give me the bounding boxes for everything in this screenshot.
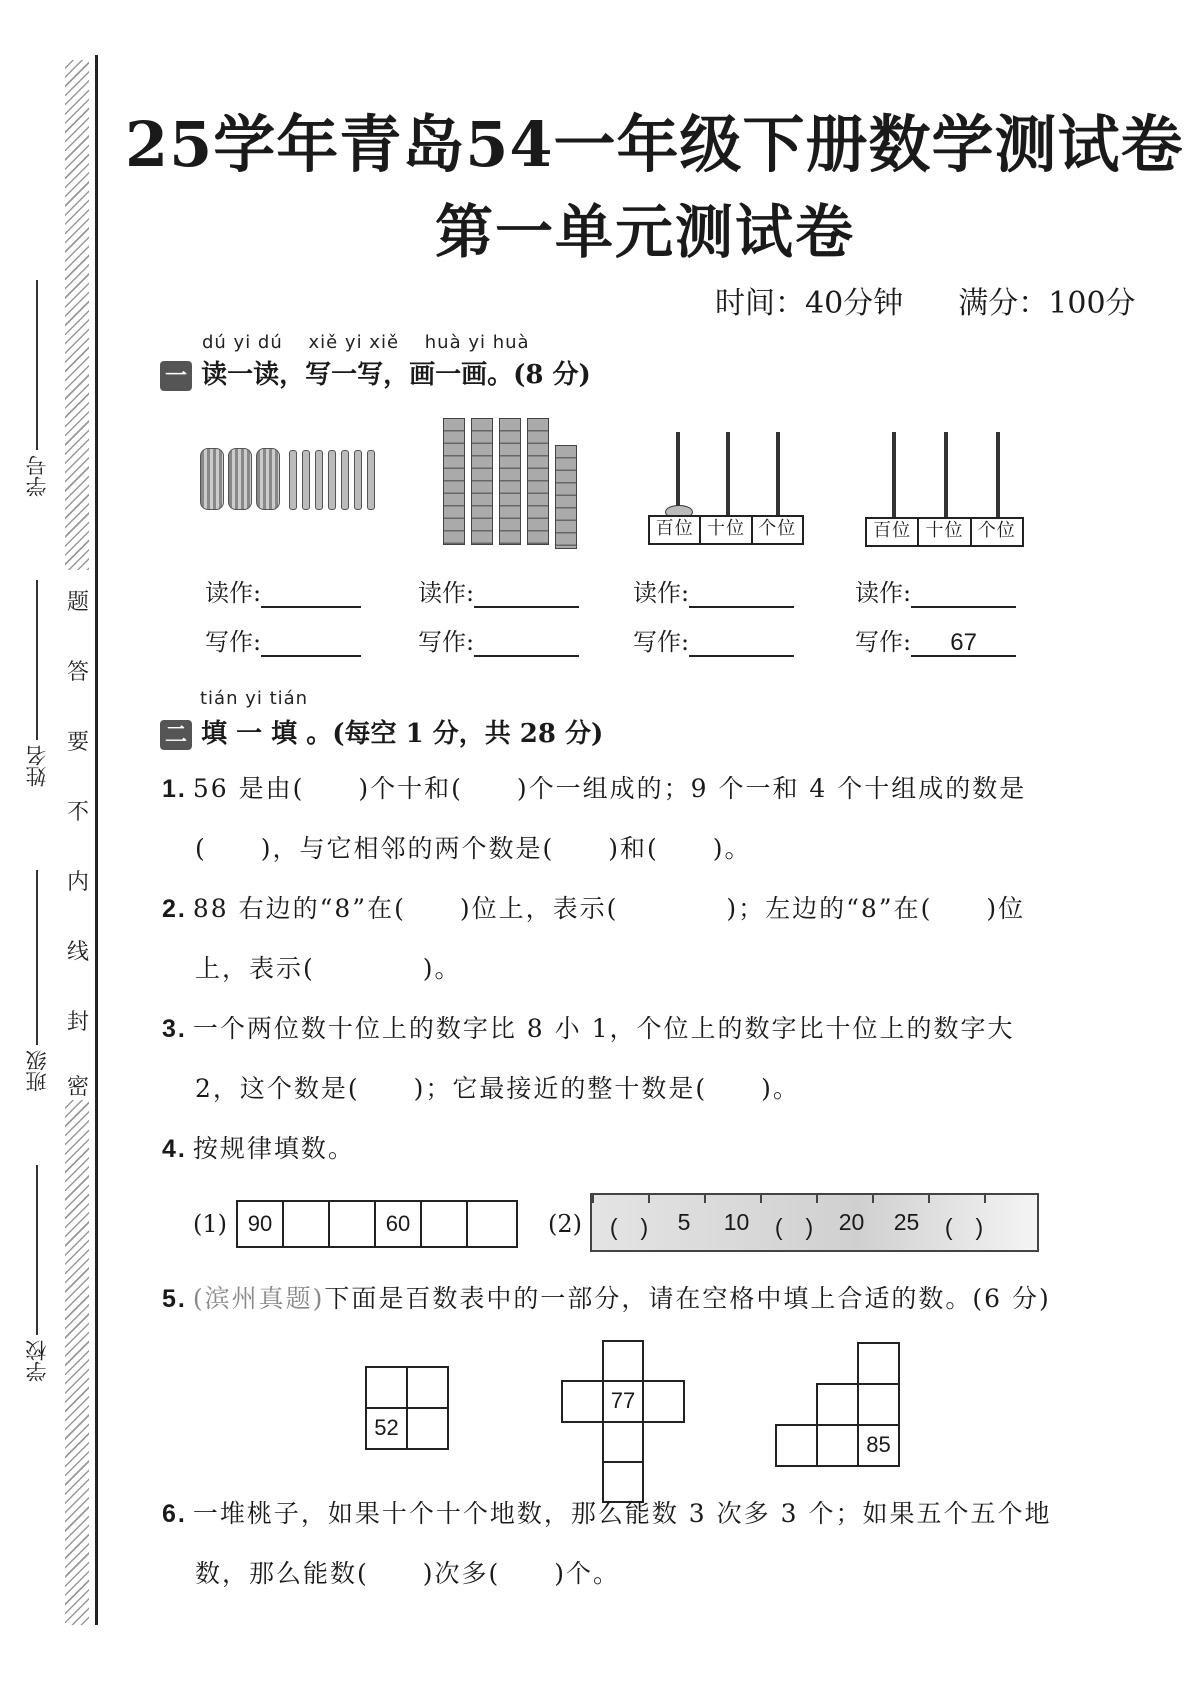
ruler-blank[interactable]: ( ): [944, 1214, 984, 1240]
question-5: 5. (滨州真题)下面是百数表中的一部分，请在空格中填上合适的数。(6 分): [162, 1284, 1051, 1313]
ruler-value: 25: [893, 1209, 920, 1235]
question-1-line1: 56 是由( )个十和( )个一组成的；9 个一和 4 个十组成的数是: [192, 774, 1027, 803]
read-write-group-1: 读作: 写作:: [205, 573, 361, 657]
section2-number: 二: [160, 720, 192, 750]
question-5-source: (滨州真题): [192, 1284, 325, 1313]
school-field[interactable]: [36, 1165, 38, 1335]
cube-columns-image: [443, 418, 583, 549]
question-3: 3. 一个两位数十位上的数字比 8 小 1，个位上的数字比十位上的数字大: [162, 1014, 1015, 1043]
sequence-cell[interactable]: [328, 1200, 376, 1248]
read-answer-3[interactable]: [689, 580, 794, 608]
question-2-line2: 上，表示( )。: [195, 954, 462, 983]
question-1: 1. 56 是由( )个十和( )个一组成的；9 个一和 4 个十组成的数是: [162, 774, 1027, 803]
sequence-cell: 90: [236, 1200, 284, 1248]
question-4-part2-label: (2): [548, 1210, 582, 1238]
question-6-line2: 数，那么能数( )次多( )个。: [195, 1559, 621, 1588]
write-answer-2[interactable]: [474, 629, 579, 657]
class-field[interactable]: [36, 870, 38, 1045]
seal-char: 要: [66, 730, 89, 755]
seal-char: 密: [66, 1075, 89, 1100]
seal-char: 内: [66, 870, 89, 895]
bundles-and-sticks-image: [200, 448, 380, 510]
question-4-part1-label: (1): [193, 1210, 227, 1238]
ruler-value: 20: [838, 1209, 865, 1235]
read-write-group-2: 读作: 写作:: [418, 573, 579, 657]
seal-char: 线: [66, 940, 89, 965]
question-2-line1: 88 右边的“8”在( )位上，表示( )；左边的“8”在( )位: [192, 894, 1026, 923]
section2-pinyin: tián yi tián: [200, 688, 309, 709]
seal-char: 不: [66, 800, 89, 825]
question-1-line2: ( )，与它相邻的两个数是( )和( )。: [195, 834, 752, 863]
page-subtitle: 第一单元测试卷: [434, 198, 855, 266]
read-answer-4[interactable]: [911, 580, 1016, 608]
sequence-cell[interactable]: [420, 1200, 468, 1248]
ruler-value: 10: [723, 1209, 750, 1235]
question-6: 6. 一堆桃子，如果十个十个地数，那么能数 3 次多 3 个；如果五个五个地: [162, 1499, 1052, 1528]
section1-title: 读一读，写一写，画一画。(8 分): [201, 360, 591, 390]
read-answer-1[interactable]: [261, 580, 361, 608]
ruler-value: 5: [677, 1209, 691, 1235]
abacus-1-labels: 百位 十位 个位: [648, 515, 804, 545]
write-answer-4: 67: [911, 629, 1016, 657]
abacus-2-labels: 百位 十位 个位: [865, 517, 1024, 547]
read-write-group-3: 读作: 写作:: [633, 573, 794, 657]
score-label: 满分：100分: [958, 286, 1136, 321]
ruler-blank[interactable]: ( ): [609, 1214, 649, 1240]
section1-number: 一: [160, 361, 192, 391]
name-field[interactable]: [36, 580, 38, 740]
binding-hatch-bottom: [65, 1100, 89, 1625]
section1-heading: [160, 354, 591, 391]
grid-cell-value: 85: [857, 1424, 900, 1467]
section1-pinyin: dú yi dú xiě yi xiě huà yi huà: [202, 332, 530, 353]
write-answer-1[interactable]: [261, 629, 361, 657]
seal-char: 题: [66, 590, 89, 615]
read-answer-2[interactable]: [474, 580, 579, 608]
question-3-line1: 一个两位数十位上的数字比 8 小 1，个位上的数字比十位上的数字大: [192, 1014, 1015, 1043]
question-4-text: 按规律填数。: [192, 1134, 355, 1163]
class-label: 班级: [25, 1050, 49, 1092]
sequence-cell: 60: [374, 1200, 422, 1248]
question-6-line1: 一堆桃子，如果十个十个地数，那么能数 3 次多 3 个；如果五个五个地: [192, 1499, 1052, 1528]
grid-cell-value: 52: [365, 1407, 408, 1450]
write-answer-3[interactable]: [689, 629, 794, 657]
sequence-cell[interactable]: [466, 1200, 518, 1248]
seal-char: 封: [66, 1010, 89, 1035]
sequence-cell[interactable]: [282, 1200, 330, 1248]
question-4: 4. 按规律填数。: [162, 1134, 355, 1163]
student-number-field[interactable]: [36, 280, 38, 450]
ruler-blank[interactable]: ( ): [774, 1214, 814, 1240]
student-number-label: 学号: [25, 455, 49, 497]
page-title: 25学年青岛54一年级下册数学测试卷: [125, 108, 1184, 181]
question-5-text: 下面是百数表中的一部分，请在空格中填上合适的数。(6 分): [324, 1284, 1051, 1313]
section2-title: 填 一 填 。(每空 1 分，共 28 分): [201, 719, 604, 749]
grid-cell-value: 77: [602, 1380, 644, 1423]
question-2: 2. 88 右边的“8”在( )位上，表示( )；左边的“8”在( )位: [162, 894, 1026, 923]
binding-hatch-top: [65, 60, 89, 570]
number-ruler: [590, 1193, 1039, 1252]
school-label: 学校: [25, 1340, 49, 1382]
seal-char: 答: [66, 660, 89, 685]
time-label: 时间：40分钟: [715, 286, 904, 321]
name-label: 姓名: [25, 745, 49, 787]
question-3-line2: 2，这个数是( )；它最接近的整十数是( )。: [195, 1074, 800, 1103]
binding-line: [95, 55, 98, 1625]
section2-heading: [160, 713, 603, 750]
exam-info: [715, 278, 1136, 322]
read-write-group-4: 读作: 写作: 67: [855, 573, 1016, 657]
